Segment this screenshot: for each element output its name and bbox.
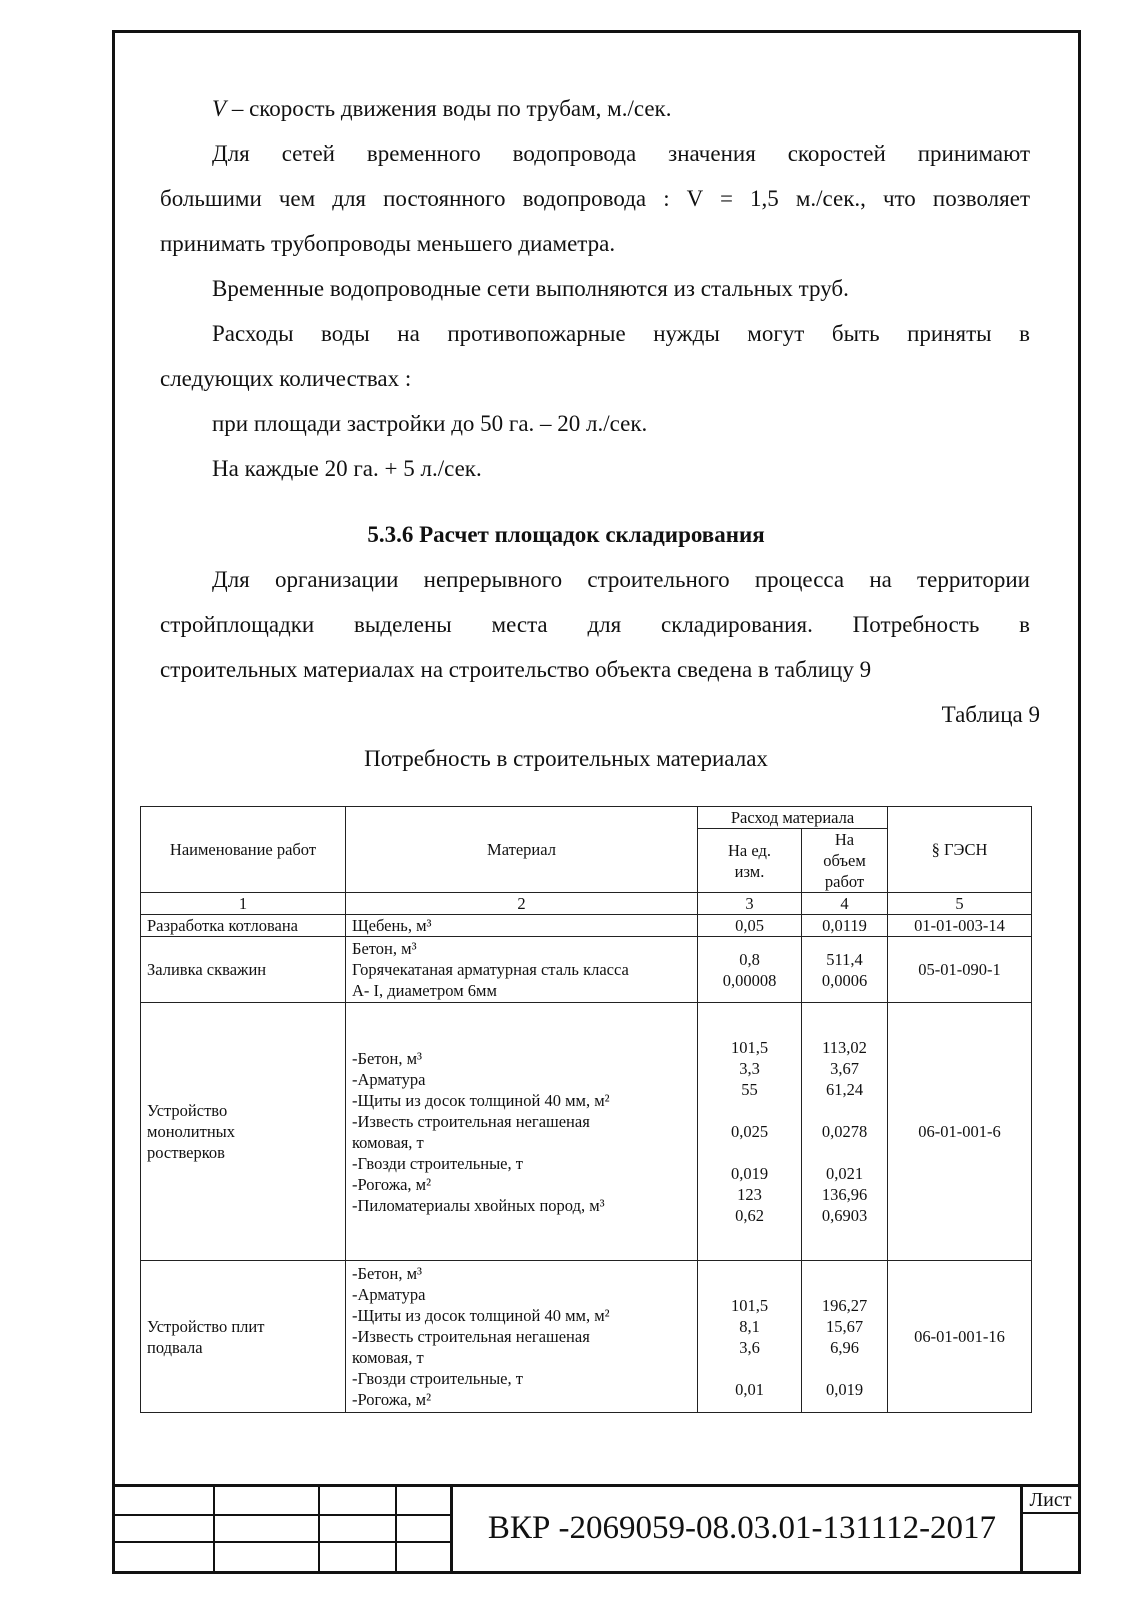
cell-per-unit: 0,8 0,00008 [698, 937, 802, 1003]
header-work: Наименование работ [141, 807, 346, 893]
paragraph-line: следующих количествах : [160, 366, 412, 391]
table-row [141, 1261, 1032, 1413]
cell-per-unit: 101,5 8,1 3,6 0,01 [698, 1261, 802, 1413]
cell-gesn: 05-01-090-1 [888, 937, 1032, 1003]
paragraph-line: при площади застройки до 50 га. – 20 л./сек. [212, 411, 648, 436]
stamp-divider [395, 1484, 397, 1572]
paragraph-line: принимать трубопроводы меньшего диаметра. [160, 231, 616, 256]
paragraph-line: Для сетей временного водопровода значения скоростей принимают [212, 141, 1030, 166]
cell-per-unit: 0,05 [698, 915, 802, 937]
cell-material: -Бетон, м³ -Арматура -Щиты из досок толщиной 40 мм, м² -Известь строительная негашеная комовая, т -Гвозди строительные, т -Рогожа, м² [346, 1261, 698, 1413]
column-number: 5 [888, 893, 1032, 915]
column-number-row [141, 893, 1032, 915]
cell-per-volume: 113,02 3,67 61,24 0,0278 0,021 136,96 0,6903 [802, 1003, 888, 1261]
column-number: 1 [141, 893, 346, 915]
cell-work: Заливка скважин [141, 937, 346, 1003]
paragraph-line: Для организации непрерывного строительного процесса на территории [212, 567, 1030, 592]
cell-gesn: 06-01-001-16 [888, 1261, 1032, 1413]
column-number: 4 [802, 893, 888, 915]
cell-material: Щебень, м³ [346, 915, 698, 937]
paragraph-line: большими чем для постоянного водопровода : V = 1,5 м./сек., что позволяет [160, 186, 1030, 211]
materials-table [140, 806, 1032, 1413]
cell-material: -Бетон, м³ -Арматура -Щиты из досок толщиной 40 мм, м² -Известь строительная негашеная комовая, т -Гвозди строительные, т -Рогожа, м² -Пиломатериалы хвойных пород, м³ [346, 1003, 698, 1261]
cell-gesn: 01-01-003-14 [888, 915, 1032, 937]
column-number: 2 [346, 893, 698, 915]
velocity-text: – скорость движения воды по трубам, м./сек. [226, 96, 672, 121]
section-heading: 5.3.6 Расчет площадок складирования [367, 522, 765, 547]
velocity-symbol: V [212, 96, 227, 121]
paragraph-line: строительных материалах на строительство объекта сведена в таблицу 9 [160, 657, 872, 682]
table-row [141, 915, 1032, 937]
header-material: Материал [346, 807, 698, 893]
cell-gesn: 06-01-001-6 [888, 1003, 1032, 1261]
table-row [141, 937, 1032, 1003]
cell-per-unit: 101,5 3,3 55 0,025 0,019 123 0,62 [698, 1003, 802, 1261]
cell-per-volume: 0,0119 [802, 915, 888, 937]
table-label: Таблица 9 [941, 702, 1040, 727]
paragraph-line: На каждые 20 га. + 5 л./сек. [212, 456, 482, 481]
document-code: ВКР -2069059-08.03.01-131112-2017 [487, 1510, 997, 1546]
cell-per-volume: 511,4 0,0006 [802, 937, 888, 1003]
column-number: 3 [698, 893, 802, 915]
paragraph-line: Расходы воды на противопожарные нужды могут быть приняты в [212, 321, 1030, 346]
paragraph-line: стройплощадки выделены места для складирования. Потребность в [160, 612, 1030, 637]
header-gesn: § ГЭСН [888, 807, 1032, 893]
cell-material: Бетон, м³ Горячекатаная арматурная сталь класса А- I, диаметром 6мм [346, 937, 698, 1003]
header-per-unit: На ед. изм. [698, 829, 802, 893]
cell-per-volume: 196,27 15,67 6,96 0,019 [802, 1261, 888, 1413]
paragraph-velocity [212, 96, 671, 122]
stamp-divider [112, 1541, 452, 1543]
cell-work: Разработка котлована [141, 915, 346, 937]
header-per-volume: На объем работ [802, 829, 888, 893]
stamp-divider [213, 1484, 215, 1572]
cell-work: Устройство монолитных ростверков [141, 1003, 346, 1261]
header-consumption: Расход материала [698, 807, 888, 829]
stamp-divider [318, 1484, 320, 1572]
paragraph-line: Временные водопроводные сети выполняются из стальных труб. [212, 276, 849, 301]
table-caption: Потребность в строительных материалах [364, 746, 768, 771]
table-row [141, 1003, 1032, 1261]
stamp-divider [112, 1484, 1081, 1487]
stamp-divider [112, 1514, 452, 1516]
sheet-label: Лист [1029, 1489, 1072, 1511]
cell-work: Устройство плит подвала [141, 1261, 346, 1413]
